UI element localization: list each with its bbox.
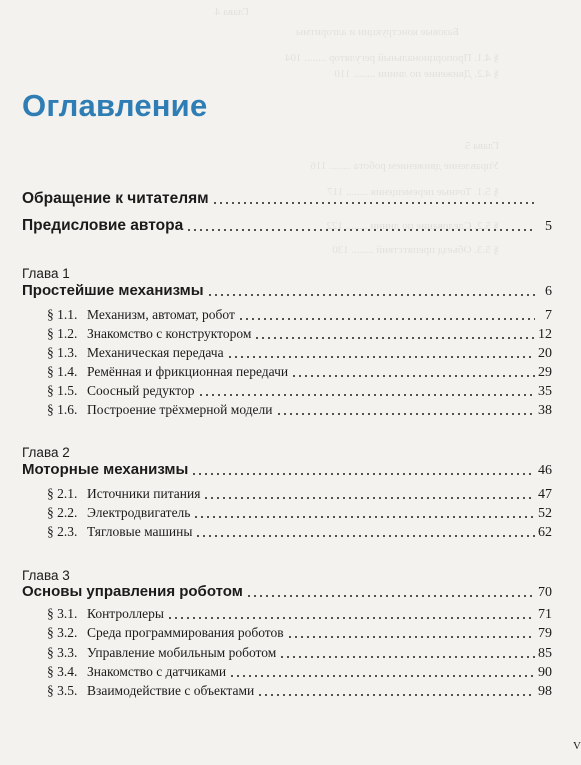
chapter-page: 46 <box>538 463 552 478</box>
toc-entry-reader-address[interactable] <box>22 190 552 208</box>
section-number: § 2.1. <box>47 486 78 501</box>
section-name: Соосный редуктор <box>87 383 195 398</box>
dot-leader <box>246 595 535 597</box>
section-number: § 3.1. <box>47 606 78 621</box>
section-number: § 3.2. <box>47 625 78 640</box>
dot-leader <box>186 229 535 231</box>
chapter-2-label: Глава 2 <box>22 445 70 460</box>
section-name: Механическая передача <box>87 345 224 360</box>
section-name: Знакомство с конструктором <box>87 326 252 341</box>
toc-section-3-2[interactable] <box>47 625 552 642</box>
page-title: Оглавление <box>22 88 208 123</box>
chapter-page: 6 <box>545 284 552 299</box>
section-number: § 1.2. <box>47 326 78 341</box>
section-number: § 3.5. <box>47 683 78 698</box>
entry-title: Обращение к читателям <box>22 190 209 207</box>
toc-chapter-2[interactable] <box>22 461 552 479</box>
dot-leader <box>229 675 535 677</box>
section-name: Взаимодействие с объектами <box>87 683 255 698</box>
toc-section-3-4[interactable] <box>47 664 552 681</box>
page-edge-mark: V <box>573 740 581 752</box>
section-name: Управление мобильным роботом <box>87 645 277 660</box>
section-page: 62 <box>538 525 552 540</box>
dot-leader <box>257 694 535 696</box>
section-page: 12 <box>538 327 552 342</box>
toc-section-1-5[interactable] <box>47 383 552 400</box>
section-number: § 1.6. <box>47 402 78 417</box>
section-page: 7 <box>545 308 552 323</box>
section-name: Тягловые машины <box>87 524 193 539</box>
entry-page: 5 <box>545 219 552 234</box>
section-name: Механизм, автомат, робот <box>87 307 235 322</box>
toc-section-1-2[interactable] <box>47 326 552 343</box>
dot-leader <box>195 535 535 537</box>
section-page: 79 <box>538 626 552 641</box>
dot-leader <box>238 318 535 320</box>
toc-section-3-3[interactable] <box>47 645 552 662</box>
toc-section-2-2[interactable] <box>47 505 552 522</box>
toc-chapter-3[interactable] <box>22 583 552 601</box>
toc-section-1-3[interactable] <box>47 345 552 362</box>
dot-leader <box>167 617 535 619</box>
section-title <box>47 326 251 342</box>
section-page: 38 <box>538 403 552 418</box>
section-title <box>47 486 200 502</box>
toc-section-3-1[interactable] <box>47 606 552 623</box>
section-title <box>47 524 192 540</box>
toc-section-1-1[interactable] <box>47 307 552 324</box>
section-name: Ремённая и фрикционная передачи <box>87 364 289 379</box>
entry-title: Предисловие автора <box>22 217 184 234</box>
chapter-1-label: Глава 1 <box>22 266 70 281</box>
section-page: 85 <box>538 646 552 661</box>
section-page: 20 <box>538 346 552 361</box>
dot-leader <box>291 375 535 377</box>
section-title <box>47 664 226 680</box>
section-name: Знакомство с датчиками <box>87 664 227 679</box>
section-title <box>47 307 235 323</box>
section-title <box>47 345 224 361</box>
section-title <box>47 683 254 699</box>
section-title <box>47 625 284 641</box>
section-title <box>47 645 276 661</box>
section-name: Электродвигатель <box>87 505 191 520</box>
chapter-page: 70 <box>538 585 552 600</box>
section-name: Построение трёхмерной модели <box>87 402 273 417</box>
toc-section-3-5[interactable] <box>47 683 552 700</box>
section-title <box>47 364 288 380</box>
toc-section-1-6[interactable] <box>47 402 552 419</box>
section-page: 52 <box>538 506 552 521</box>
dot-leader <box>276 413 535 415</box>
dot-leader <box>227 356 535 358</box>
dot-leader <box>198 394 535 396</box>
section-number: § 3.3. <box>47 645 78 660</box>
section-page: 47 <box>538 487 552 502</box>
chapter-title: Простейшие механизмы <box>22 282 204 299</box>
chapter-3-label: Глава 3 <box>22 568 70 583</box>
section-number: § 1.5. <box>47 383 78 398</box>
bleed-through-text: Глава 4 Базовые конструкции и алгоритмы § 4.1. Пропорциональный регулятор ........ 104 § 4.2. Движение по линии ........ 110 Глава 5 Управление движением робота ........ 116 § 5.1. Точные перемещения ........ 117 § 5.2. Следование по линии ........ 122 § 5.3. Объезд препятствий ........ 130 <box>214 6 499 256</box>
dot-leader <box>279 656 535 658</box>
chapter-title: Основы управления роботом <box>22 583 243 600</box>
dot-leader <box>287 636 535 638</box>
dot-leader <box>207 294 535 296</box>
toc-entry-preface[interactable] <box>22 217 552 235</box>
toc-section-2-3[interactable] <box>47 524 552 541</box>
section-name: Источники питания <box>87 486 201 501</box>
chapter-title: Моторные механизмы <box>22 461 189 478</box>
section-title <box>47 402 273 418</box>
section-number: § 1.4. <box>47 364 78 379</box>
section-number: § 1.1. <box>47 307 78 322</box>
section-page: 98 <box>538 684 552 699</box>
section-name: Контроллеры <box>87 606 164 621</box>
dot-leader <box>254 337 535 339</box>
section-page: 90 <box>538 665 552 680</box>
dot-leader <box>191 473 535 475</box>
section-number: § 2.2. <box>47 505 78 520</box>
section-title <box>47 383 195 399</box>
toc-section-1-4[interactable] <box>47 364 552 381</box>
section-number: § 3.4. <box>47 664 78 679</box>
section-title <box>47 606 164 622</box>
section-name: Среда программирования роботов <box>87 625 284 640</box>
section-number: § 2.3. <box>47 524 78 539</box>
section-page: 71 <box>538 607 552 622</box>
toc-chapter-1[interactable] <box>22 282 552 300</box>
toc-section-2-1[interactable] <box>47 486 552 503</box>
section-title <box>47 505 190 521</box>
dot-leader <box>193 516 535 518</box>
section-number: § 1.3. <box>47 345 78 360</box>
dot-leader <box>203 497 535 499</box>
dot-leader <box>212 202 535 204</box>
section-page: 35 <box>538 384 552 399</box>
section-page: 29 <box>538 365 552 380</box>
